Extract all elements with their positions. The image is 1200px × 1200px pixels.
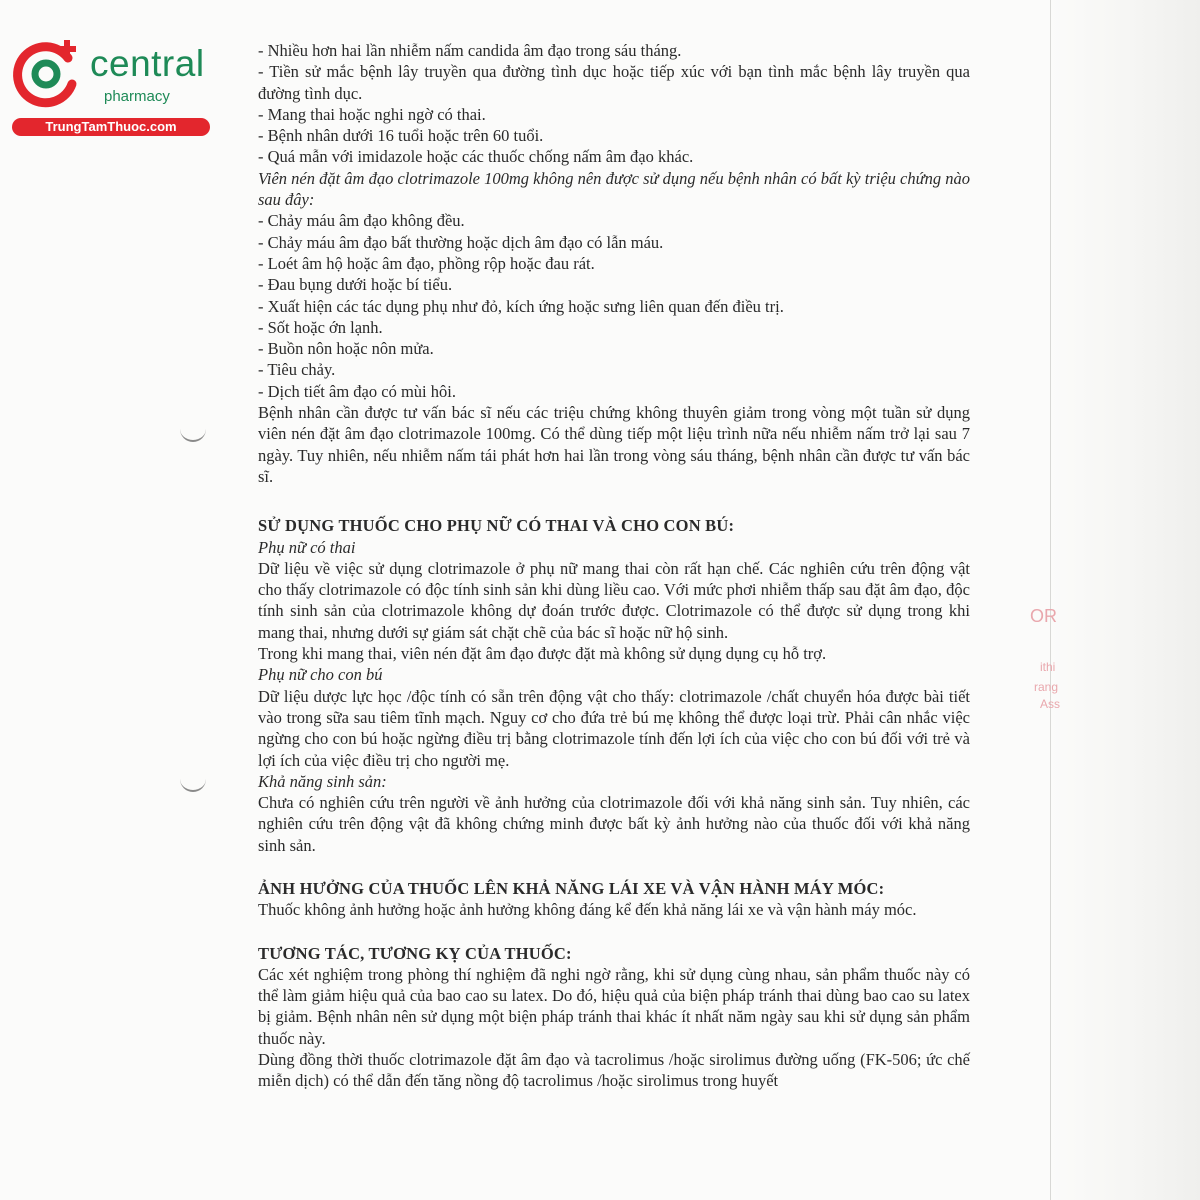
list-item: - Quá mẫn với imidazole hoặc các thuốc chống nấm âm đạo khác. <box>258 147 694 167</box>
advice-paragraph: Bệnh nhân cần được tư vấn bác sĩ nếu các triệu chứng không thuyên giảm trong vòng một tuần sử dụng viên nén đặt âm đạo clotrimazole 100mg. Có thể dùng tiếp một liệu trình nữa nếu nhiễm nấm trở lại sau 7 ngày. Tuy nhiên, nếu nhiễm nấm tái phát hơn hai lần trong vòng sáu tháng, bệnh nhân cần được tư vấn bác sĩ. <box>258 403 970 486</box>
paragraph-lactation: Dữ liệu dược lực học /độc tính có sẵn trên động vật cho thấy: clotrimazole /chất chuyển hóa được bài tiết vào trong sữa sau tiêm tĩnh mạch. Nguy cơ cho đứa trẻ bú mẹ không thể được loại trừ. Phải cân nhắc việc ngừng cho con bú hoặc ngừng điều trị bằng clotrimazole tính đến lợi ích của việc cho con bú đối với trẻ và lợi ích của việc điều trị cho người mẹ. <box>258 686 970 770</box>
section-heading-pregnancy: SỬ DỤNG THUỐC CHO PHỤ NỮ CÓ THAI VÀ CHO CON BÚ: <box>258 516 735 536</box>
list-item: - Sốt hoặc ớn lạnh. <box>258 317 383 337</box>
list-item: - Tiền sử mắc bệnh lây truyền qua đường tình dục hoặc tiếp xúc với bạn tình mắc bệnh lây truyền qua đường tình dục. <box>258 62 970 103</box>
list-item: - Mang thai hoặc nghi ngờ có thai. <box>258 104 486 124</box>
leaflet-content <box>258 40 970 1092</box>
subheading-pregnant: Phụ nữ có thai <box>258 537 356 557</box>
list-item: - Tiêu chảy. <box>258 360 336 380</box>
central-pharmacy-logo[interactable] <box>12 38 222 138</box>
paragraph-pregnant: Dữ liệu về việc sử dụng clotrimazole ở phụ nữ mang thai còn rất hạn chế. Các nghiên cứu trên động vật cho thấy clotrimazole có độc tính sinh sản khi dùng liều cao. Với mức phơi nhiễm thấp sau đặt âm đạo, độc tính sinh sản của clotrimazole không dự đoán trước được. Clotrimazole có thể được sử dụng trong khi mang thai, nhưng dưới sự giám sát chặt chẽ của bác sĩ hoặc nữ hộ sinh. <box>258 558 970 642</box>
paragraph-interactions-latex: Các xét nghiệm trong phòng thí nghiệm đã nghi ngờ rằng, khi sử dụng cùng nhau, sản phẩm thuốc này có thể làm giảm hiệu quả của bao cao su latex. Do đó, hiệu quả của biện pháp tránh thai dùng bao cao su latex bị giảm. Bệnh nhân nên sử dụng một biện pháp tránh thai khác ít nhất năm ngày sau khi sử dụng sản phẩm thuốc này. <box>258 964 970 1048</box>
list-item: - Buồn nôn hoặc nôn mửa. <box>258 339 434 359</box>
list-item: - Xuất hiện các tác dụng phụ như đỏ, kích ứng hoặc sưng liên quan đến điều trị. <box>258 296 784 316</box>
bleed-through-stamp-text: ithi <box>1040 660 1056 674</box>
warning-intro: Viên nén đặt âm đạo clotrimazole 100mg không nên được sử dụng nếu bệnh nhân có bất kỳ triệu chứng nào sau đây: <box>258 168 970 210</box>
symptom-list <box>258 210 970 402</box>
section-heading-driving: ẢNH HƯỞNG CỦA THUỐC LÊN KHẢ NĂNG LÁI XE VÀ VẬN HÀNH MÁY MÓC: <box>258 878 885 898</box>
list-item: - Chảy máu âm đạo không đều. <box>258 211 465 231</box>
contraindication-list <box>258 40 970 168</box>
subheading-fertility: Khả năng sinh sản: <box>258 771 387 791</box>
paragraph-fertility: Chưa có nghiên cứu trên người về ảnh hưởng của clotrimazole đối với khả năng sinh sản. Tuy nhiên, các nghiên cứu trên động vật đã không chứng minh được bất kỳ ảnh hưởng nào của thuốc đối với khả năng sinh sản. <box>258 793 970 855</box>
list-item: - Dịch tiết âm đạo có mùi hôi. <box>258 381 456 401</box>
logo-brand-text: central <box>90 43 205 84</box>
paragraph-pregnant-insertion: Trong khi mang thai, viên nén đặt âm đạo được đặt mà không sử dụng dụng cụ hỗ trợ. <box>258 644 827 664</box>
pharmacy-cross-logo-icon <box>12 38 84 110</box>
logo-site-badge: TrungTamThuoc.com <box>12 118 210 136</box>
section-heading-interactions: TƯƠNG TÁC, TƯƠNG KỴ CỦA THUỐC: <box>258 943 572 963</box>
bleed-through-stamp-text: OR <box>1030 606 1057 626</box>
page-edge <box>1050 0 1051 1200</box>
list-item: - Nhiều hơn hai lần nhiễm nấm candida âm đạo trong sáu tháng. <box>258 41 682 60</box>
page-margin-shadow <box>1050 0 1200 1200</box>
list-item: - Loét âm hộ hoặc âm đạo, phồng rộp hoặc đau rát. <box>258 253 595 273</box>
paragraph-driving: Thuốc không ảnh hưởng hoặc ảnh hưởng không đáng kể đến khả năng lái xe và vận hành máy móc. <box>258 900 917 920</box>
subheading-lactation: Phụ nữ cho con bú <box>258 665 383 685</box>
paragraph-interactions-tacrolimus: Dùng đồng thời thuốc clotrimazole đặt âm đạo và tacrolimus /hoặc sirolimus đường uống (FK-506; ức chế miễn dịch) có thể dẫn đến tăng nồng độ tacrolimus /hoặc sirolimus trong huyết <box>258 1050 970 1091</box>
binder-hole-lower <box>180 776 206 792</box>
logo-sub-text: pharmacy <box>104 88 170 105</box>
list-item: - Bệnh nhân dưới 16 tuổi hoặc trên 60 tuổi. <box>258 126 544 146</box>
list-item: - Chảy máu âm đạo bất thường hoặc dịch âm đạo có lẫn máu. <box>258 232 664 252</box>
binder-hole-upper <box>180 426 206 442</box>
list-item: - Đau bụng dưới hoặc bí tiểu. <box>258 275 453 295</box>
bleed-through-stamp-text: rang <box>1034 680 1059 694</box>
bleed-through-stamp-text: Ass <box>1040 697 1061 711</box>
